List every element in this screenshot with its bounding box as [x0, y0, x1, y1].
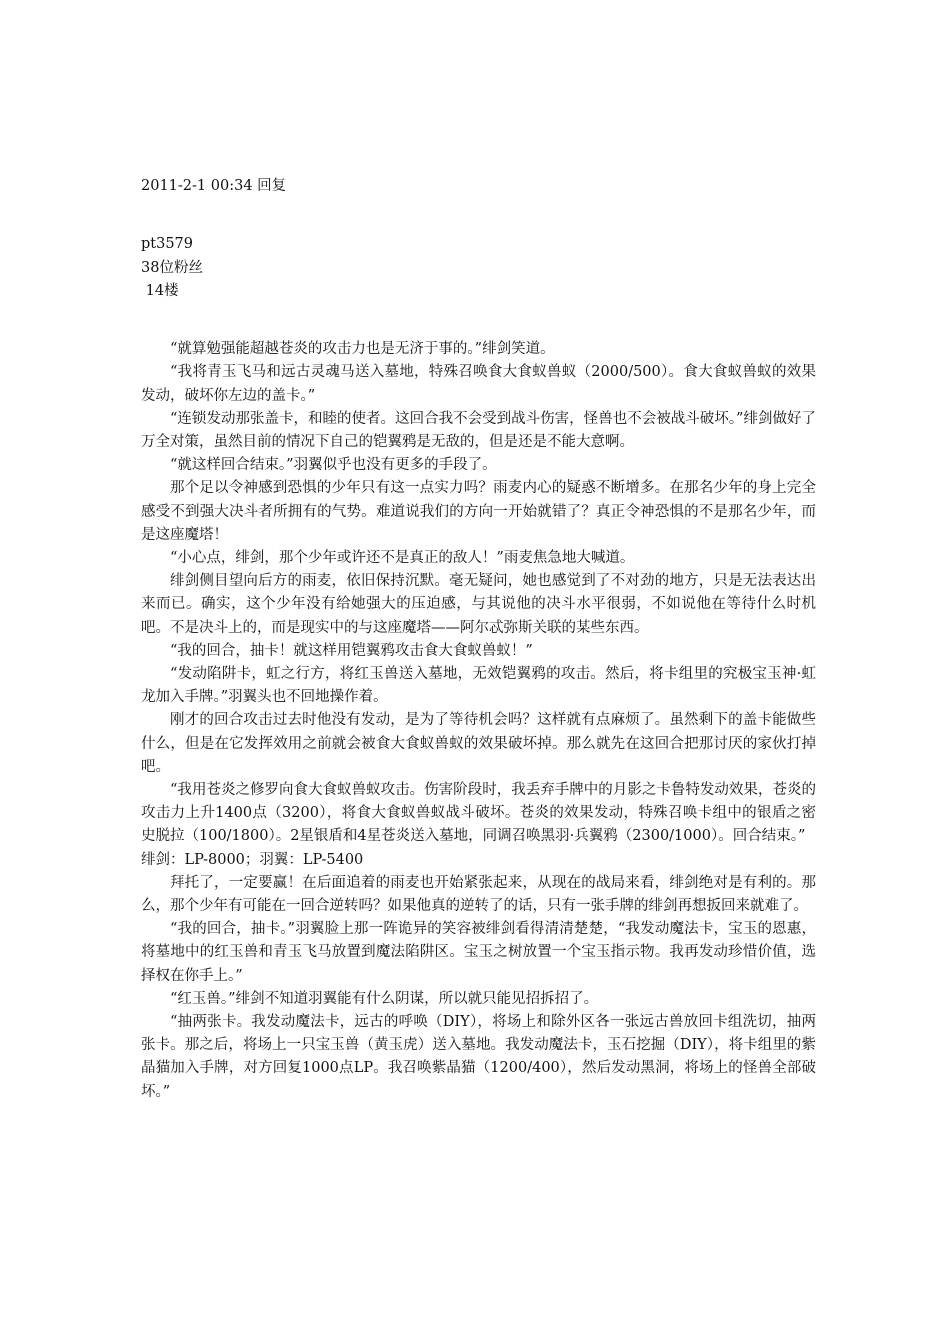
floor-number: 14楼 — [141, 282, 179, 299]
story-paragraph: “就这样回合结束。”羽翼似乎也没有更多的手段了。 — [170, 457, 497, 474]
story-paragraph: “我的回合，抽卡！就这样用铠翼鸦攻击食大食蚁兽蚁！” — [170, 642, 533, 659]
author-fans-count: 38位粉丝 — [141, 259, 203, 276]
story-paragraph: 拜托了，一定要赢！在后面追着的雨麦也开始紧张起来，从现在的战局来看，绯剑绝对是有利的。那么，那个少年有可能在一回合逆转吗？如果他真的逆转了的话，只有一张手牌的绯剑再想扳回来就难了。 — [141, 874, 816, 915]
story-paragraph: “就算勉强能超越苍炎的攻击力也是无济于事的。”绯剑笑道。 — [170, 341, 555, 358]
post-timestamp: 2011-2-1 00:34 回复 — [141, 178, 287, 194]
story-paragraph: “我的回合，抽卡。”羽翼脸上那一阵诡异的笑容被绯剑看得清清楚楚，“我发动魔法卡，宝玉的恩惠，将墓地中的红玉兽和青玉飞马放置到魔法陷阱区。宝玉之树放置一个宝玉指示物。我再发动珍惜价值，选择权在你手上。” — [141, 921, 816, 984]
author-username[interactable]: pt3579 — [141, 236, 194, 253]
spacer — [141, 198, 816, 221]
story-paragraph: “我用苍炎之修罗向食大食蚁兽蚁攻击。伤害阶段时，我丢弃手牌中的月影之卡鲁特发动效果，苍炎的攻击力上升1400点（3200），将食大食蚁兽蚁战斗破坏。苍炎的效果发动，特殊召唤卡组中的银盾之密史脱拉（100/1800）。2星银盾和4星苍炎送入墓地，同调召唤黑羽·兵翼鸦（2300/1000）。回合结束。” — [141, 782, 816, 845]
spacer — [141, 326, 816, 338]
story-paragraph: 刚才的回合攻击过去时他没有发动，是为了等待机会吗？这样就有点麻烦了。虽然剩下的盖卡能做些什么，但是在它发挥效用之前就会被食大食蚁兽蚁的效果破坏掉。那么就先在这回合把那讨厌的家伙打掉吧。 — [141, 712, 816, 775]
story-paragraph: “发动陷阱卡，虹之行方，将红玉兽送入墓地，无效铠翼鸦的攻击。然后，将卡组里的究极宝玉神·虹龙加入手牌。”羽翼头也不回地操作着。 — [141, 666, 816, 706]
story-paragraph: 绯剑侧目望向后方的雨麦，依旧保持沉默。毫无疑问，她也感觉到了不对劲的地方，只是无法表达出来而已。确实，这个少年没有给她强大的压迫感，与其说他的决斗水平很弱，不如说他在等待什么时机吧。不是决斗上的，而是现实中的与这座魔塔——阿尔忒弥斯关联的某些东西。 — [141, 573, 816, 636]
spacer — [141, 221, 816, 233]
story-paragraph: “抽两张卡。我发动魔法卡，远古的呼唤（DIY），将场上和除外区各一张远古兽放回卡组洗切，抽两张卡。那之后，将场上一只宝玉兽（黄玉虎）送入墓地。我发动魔法卡，玉石挖掘（DIY），将卡组里的紫晶猫加入手牌，对方回复1000点LP。我召唤紫晶猫（1200/400），然后发动黑洞，将场上的怪兽全部破坏。” — [141, 1014, 816, 1100]
story-paragraph: “小心点，绯剑，那个少年或许还不是真正的敌人！”雨麦焦急地大喊道。 — [170, 550, 635, 567]
life-points-line: 绯剑：LP-8000；羽翼：LP-5400 — [141, 851, 364, 868]
story-paragraph: “我将青玉飞马和远古灵魂马送入墓地，特殊召唤食大食蚁兽蚁（2000/500）。食大食蚁兽蚁的效果发动，破坏你左边的盖卡。” — [141, 364, 816, 404]
story-paragraph: “连锁发动那张盖卡，和睦的使者。这回合我不会受到战斗伤害，怪兽也不会被战斗破坏。”绯剑做好了万全对策，虽然目前的情况下自己的铠翼鸦是无敌的，但是还是不能大意啊。 — [141, 410, 816, 450]
story-paragraph: 那个足以令神感到恐惧的少年只有这一点实力吗？雨麦内心的疑惑不断增多。在那名少年的身上完全感受不到强大决斗者所拥有的气势。难道说我们的方向一开始就错了？真正令神恐惧的不是那名少年，而是这座魔塔！ — [141, 480, 816, 543]
document-page — [141, 175, 816, 1104]
story-paragraph: “红玉兽。”绯剑不知道羽翼能有什么阴谋，所以就只能见招拆招了。 — [170, 990, 599, 1007]
spacer — [141, 303, 816, 326]
